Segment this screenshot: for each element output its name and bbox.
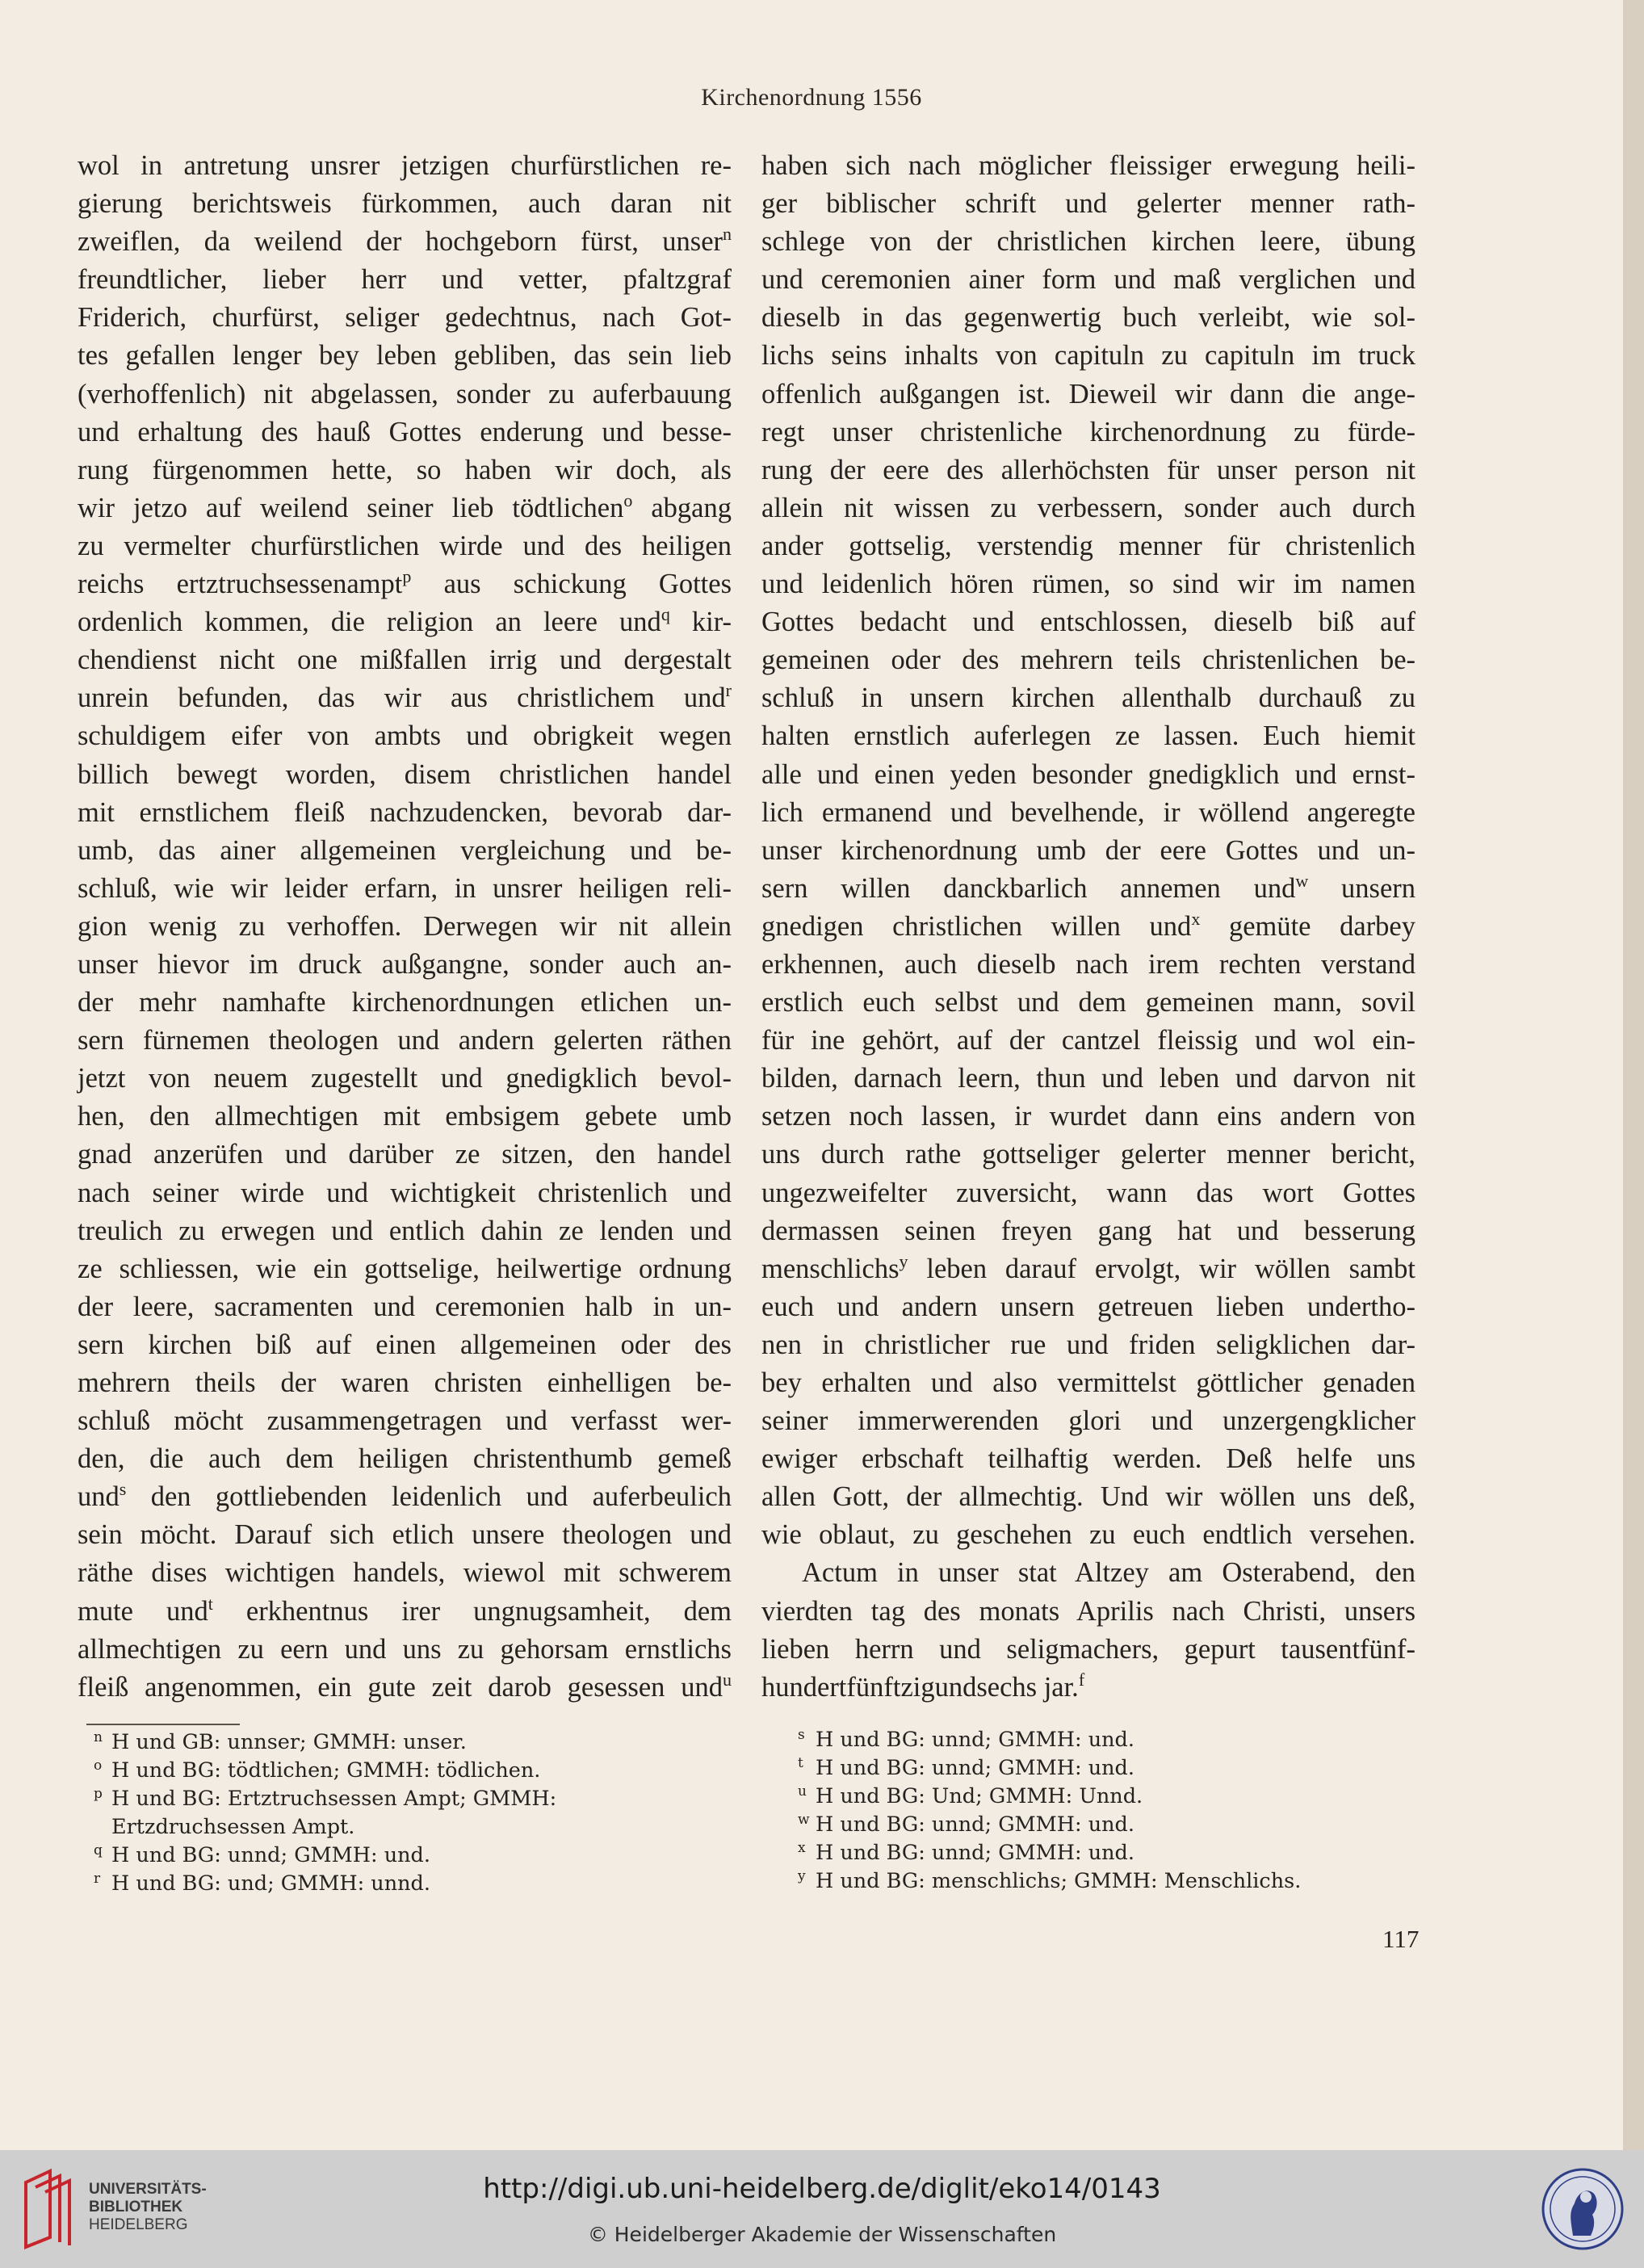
footnote-mark: o (94, 1758, 103, 1774)
text-line-content: lich ermanend und bevelhende, ir wöllend angeregte (761, 796, 1415, 828)
text-line-content: gnedigen christlichen willen und (761, 910, 1192, 942)
text-line (78, 1364, 732, 1402)
text-line (78, 908, 732, 946)
footnote-marker: p (402, 566, 412, 587)
text-line-content: ander gottselig, verstendig menner für christenlich (761, 530, 1415, 561)
text-line (761, 337, 1415, 375)
text-line (761, 603, 1415, 641)
text-line (761, 489, 1415, 527)
text-line (78, 1174, 732, 1212)
footnote-text: Ertzdruchsessen Ampt. (111, 1815, 355, 1839)
text-line-content: den, die auch dem heiligen christenthumb gemeß (78, 1443, 732, 1475)
text-line (761, 376, 1415, 414)
text-line-content: zweiflen, da weilend der hochgeborn fürst, unser (78, 226, 723, 258)
text-line (78, 1212, 732, 1250)
footnote (798, 1867, 1445, 1896)
text-line-content: nach seiner wirde und wichtigkeit christenlich und (78, 1177, 732, 1208)
text-line (78, 1516, 732, 1554)
text-line-content: uns durch rathe gottseliger gelerter menner bericht, (761, 1139, 1415, 1170)
footnote-text: H und BG: Und; GMMH: Unnd. (816, 1784, 1143, 1808)
text-line (78, 1669, 732, 1707)
text-line (78, 1593, 732, 1631)
text-line-content: nen in christlicher rue und friden seligklichen dar- (761, 1329, 1415, 1360)
text-line-content: freundtlicher, lieber herr und vetter, pfaltzgraf (78, 264, 732, 296)
text-line-content: sern kirchen biß auf einen allgemeinen oder des (78, 1329, 732, 1360)
footnote-marker: o (623, 489, 633, 510)
text-line-content: offenlich außgangen ist. Dieweil wir dann die ange- (761, 378, 1415, 410)
text-line (78, 717, 732, 755)
text-line-continuation: abgang (632, 492, 732, 523)
text-line (761, 946, 1415, 984)
footnote-marker: n (723, 224, 732, 245)
library-name-line1: UNIVERSITÄTS- (89, 2181, 207, 2198)
text-line (761, 147, 1415, 185)
text-line-content: hen, den allmechtigen mit embsigem gebete umb (78, 1101, 732, 1132)
viewer-footer (0, 2150, 1644, 2268)
text-line (761, 1669, 1415, 1707)
text-line-content: Gottes bedacht und entschlossen, dieselb biß auf (761, 607, 1415, 638)
text-line-content: wie oblaut, zu geschehen zu euch endtlich versehen. (761, 1519, 1415, 1551)
footnote-marker: w (1295, 870, 1309, 891)
text-line-continuation: erkhentnus irer ungnugsamheit, dem (212, 1595, 732, 1627)
text-line-content: gemeinen oder des mehrern teils christenlichen be- (761, 645, 1415, 676)
text-line-content: der leere, sacramenten und ceremonien halb in un- (78, 1291, 732, 1322)
library-name-line3: HEIDELBERG (89, 2216, 188, 2233)
text-line-content: sein möcht. Darauf sich etlich unsere theologen und (78, 1519, 732, 1551)
text-line (78, 603, 732, 641)
text-line-continuation: gemüte darbey (1200, 910, 1415, 942)
text-line (78, 1440, 732, 1478)
footnote-text: H und BG: unnd; GMMH: und. (816, 1812, 1134, 1837)
footnote (798, 1783, 1445, 1811)
text-line-content: regt unser christenliche kirchenordnung zu fürde- (761, 416, 1415, 447)
text-line (761, 1516, 1415, 1554)
text-line-content: rung der eere des allerhöchsten für unser person nit (761, 454, 1415, 485)
footnote-mark: u (798, 1783, 807, 1800)
footnote-text: H und BG: unnd; GMMH: und. (816, 1841, 1134, 1865)
footnote-marker: s (119, 1479, 127, 1500)
text-line (78, 641, 732, 679)
text-line-content: mehrern theils der waren christen einhelligen be- (78, 1367, 732, 1398)
footnote-text: H und BG: menschlichs; GMMH: Menschlichs. (816, 1869, 1302, 1893)
text-line (761, 1098, 1415, 1136)
text-line-content: mit ernstlichem fleiß nachzudencken, bevorab dar- (78, 796, 732, 828)
text-line-continuation: aus schickung Gottes (411, 569, 732, 600)
text-line (78, 261, 732, 299)
text-line (78, 147, 732, 185)
footnote (94, 1728, 741, 1757)
text-line-content: unrein befunden, das wir aus christlichem und (78, 682, 726, 714)
text-line (761, 1250, 1415, 1288)
text-line-content: schluß möcht zusammengetragen und verfasst wer- (78, 1405, 732, 1437)
text-line (78, 794, 732, 832)
text-line-content: gion wenig zu verhoffen. Derwegen wir nit allein (78, 910, 732, 942)
text-line (78, 527, 732, 565)
footnote-marker: y (899, 1250, 908, 1271)
text-line-content: erkhennen, auch dieselb nach irem rechten verstand (761, 948, 1415, 980)
text-line (761, 1593, 1415, 1631)
footnote (798, 1754, 1445, 1783)
text-line (78, 414, 732, 452)
text-line-content: haben sich nach möglicher fleissiger erwegung heili- (761, 150, 1415, 181)
text-line-content: Friderich, churfürst, seliger gedechtnus, nach Got- (78, 302, 732, 334)
text-line (761, 1478, 1415, 1516)
text-line-content: und (78, 1481, 120, 1513)
text-line (78, 1022, 732, 1060)
text-line (78, 299, 732, 337)
text-line (761, 1631, 1415, 1669)
text-line-content: räthe dises wichtigen handels, wiewol mit schwerem (78, 1557, 732, 1589)
text-line (761, 1364, 1415, 1402)
text-line (761, 1212, 1415, 1250)
text-line (78, 223, 732, 261)
text-line (761, 832, 1415, 870)
footnote (798, 1811, 1445, 1839)
text-line (78, 337, 732, 375)
text-line (78, 946, 732, 984)
text-line (78, 1631, 732, 1669)
library-name-line2: BIBLIOTHEK (89, 2199, 183, 2216)
footnotes-right (798, 1726, 1445, 1896)
text-line-content: vierdten tag des monats Aprilis nach Christi, unsers (761, 1595, 1415, 1627)
footnote-mark: x (798, 1840, 806, 1856)
footnote (94, 1842, 741, 1870)
text-line-content: mute und (78, 1595, 208, 1627)
text-line-content: wol in antretung unsrer jetzigen churfürstlichen re- (78, 150, 732, 181)
text-line (78, 565, 732, 603)
text-line-content: seiner immerwerenden glori und unzergengklicher (761, 1405, 1415, 1437)
text-line (761, 223, 1415, 261)
footnote (111, 1813, 741, 1842)
text-line-content: schlege von der christlichen kirchen leere, übung (761, 226, 1415, 258)
permalink-url[interactable]: http://digi.ub.uni-heidelberg.de/diglit/eko14/0143 (483, 2173, 1161, 2205)
text-line-content: euch und andern unsern getreuen lieben undertho- (761, 1291, 1415, 1322)
copyright-notice: © Heidelberger Akademie der Wissenschaften (587, 2223, 1057, 2246)
footnote-mark: r (94, 1871, 101, 1887)
footnote-rule (86, 1724, 240, 1725)
text-line-content: reichs ertztruchsessenampt (78, 569, 403, 600)
text-line (761, 717, 1415, 755)
text-line (78, 1554, 732, 1592)
text-line (78, 1288, 732, 1326)
text-line-content: für ine gehört, auf der cantzel fleissig und wol ein- (761, 1025, 1415, 1056)
text-line (78, 1402, 732, 1440)
text-line (761, 1326, 1415, 1364)
footnote-mark: n (94, 1729, 103, 1745)
text-line-content: schluß, wie wir leider erfarn, in unsrer heiligen reli- (78, 872, 732, 904)
footnote (94, 1870, 741, 1898)
text-line-content: Actum in unser stat Altzey am Osterabend, den (802, 1557, 1415, 1589)
text-line-content: und ceremonien ainer form und maß verglichen und (761, 264, 1415, 296)
footnote-text: H und BG: und; GMMH: unnd. (111, 1871, 430, 1896)
text-line-content: dermassen seinen freyen gang hat und besserung (761, 1215, 1415, 1246)
text-line (78, 1136, 732, 1174)
text-line (761, 299, 1415, 337)
text-line-content: treulich zu erwegen und entlich dahin ze lenden und (78, 1215, 732, 1246)
text-line-content: allmechtigen zu eern und uns zu gehorsam ernstlichs (78, 1633, 732, 1665)
text-line (78, 1326, 732, 1364)
text-line (761, 527, 1415, 565)
text-line (761, 1022, 1415, 1060)
text-line (78, 870, 732, 908)
text-line-content: bilden, darnach leern, thun und leben und darvon nit (761, 1063, 1415, 1094)
text-line (78, 1098, 732, 1136)
text-line (761, 641, 1415, 679)
text-line (761, 261, 1415, 299)
footnote-text: H und BG: tödtlichen; GMMH: tödlichen. (111, 1758, 541, 1783)
text-line (761, 794, 1415, 832)
footnote (94, 1757, 741, 1785)
text-line-content: allen Gott, der allmechtig. Und wir wöllen uns deß, (761, 1481, 1415, 1513)
left-text-column (78, 147, 732, 1707)
text-line (78, 489, 732, 527)
text-line-content: sern willen danckbarlich annemen und (761, 872, 1296, 904)
text-line-content: (verhoffenlich) nit abgelassen, sonder zu auferbauung (78, 378, 732, 410)
text-line-content: und leidenlich hören rümen, so sind wir im namen (761, 569, 1415, 600)
text-line (78, 832, 732, 870)
text-line (761, 1174, 1415, 1212)
footnote-text: H und BG: unnd; GMMH: und. (816, 1756, 1134, 1780)
footnote (94, 1785, 741, 1813)
text-line-content: schluß in unsern kirchen allenthalb durchauß zu (761, 682, 1415, 714)
text-line-content: jetzt von neuem zugestellt und gnedigklich bevol- (78, 1063, 732, 1094)
text-line (78, 984, 732, 1022)
text-line-content: alle und einen yeden besonder gnedigklich und ernst- (761, 758, 1415, 790)
footnote (798, 1726, 1445, 1754)
footnote-mark: q (94, 1842, 103, 1858)
text-line (78, 1478, 732, 1516)
text-line-content: billich bewegt worden, disem christlichen handel (78, 758, 732, 790)
text-line-content: der mehr namhafte kirchenordnungen etlichen un- (78, 987, 732, 1018)
text-line (761, 414, 1415, 452)
text-line-content: ordenlich kommen, die religion an leere und (78, 607, 661, 638)
text-line-content: ze schliessen, wie ein gottselige, heilwertige ordnung (78, 1253, 732, 1284)
text-line-content: tes gefallen lenger bey leben gebliben, das sein lieb (78, 340, 732, 372)
text-line (761, 870, 1415, 908)
footnote-marker: t (208, 1593, 213, 1614)
text-line (761, 1060, 1415, 1098)
text-line-content: lichs seins inhalts von capituln zu capituln im truck (761, 340, 1415, 372)
text-line (78, 756, 732, 794)
text-line-content: wir jetzo auf weilend seiner lieb tödtlichen (78, 492, 624, 523)
text-line (761, 185, 1415, 223)
text-line-content: rung fürgenommen hette, so haben wir doch, als (78, 454, 732, 485)
text-line-continuation: unsern (1308, 872, 1415, 904)
text-line (761, 756, 1415, 794)
text-line (761, 565, 1415, 603)
footnote-marker: f (1078, 1669, 1085, 1690)
footnotes-left (94, 1728, 741, 1898)
text-line-content: chendienst nicht one mißfallen irrig und dergestalt (78, 645, 732, 676)
text-line (78, 376, 732, 414)
footnote-mark: y (798, 1868, 806, 1884)
text-line-content: ger biblischer schrift und gelerter menner rath- (761, 188, 1415, 220)
text-line-content: ungezweifelter zuversicht, wann das wort Gottes (761, 1177, 1415, 1208)
text-line (78, 452, 732, 489)
text-line-content: setzen noch lassen, ir wurdet dann eins andern von (761, 1101, 1415, 1132)
text-line (78, 1060, 732, 1098)
footnote-mark: w (798, 1812, 810, 1828)
text-line-content: schuldigem eifer von ambts und obrigkeit wegen (78, 720, 732, 752)
footnote-marker: x (1191, 908, 1201, 929)
page-number: 117 (1382, 1925, 1420, 1953)
text-line-content: bey erhalten und also vermittelst göttlicher genaden (761, 1367, 1415, 1398)
text-line-continuation: den gottliebenden leidenlich und auferbeulich (126, 1481, 732, 1513)
text-line-content: ewiger erbschaft teilhaftig werden. Deß helfe uns (761, 1443, 1415, 1475)
text-line-content: lieben herrn und seligmachers, gepurt tausentfünf- (761, 1633, 1415, 1665)
footnote-mark: p (94, 1786, 103, 1802)
text-line (761, 1288, 1415, 1326)
text-line-content: gnad anzerüfen und darüber ze sitzen, den handel (78, 1139, 732, 1170)
footnote-marker: r (725, 680, 732, 701)
text-line (761, 452, 1415, 489)
text-line-continuation: kir- (669, 607, 732, 638)
text-line-content: dieselb in das gegenwertig buch verleibt, wie sol- (761, 302, 1415, 334)
text-line-content: hundertfünftzigundsechs jar. (761, 1671, 1079, 1703)
heidelberg-seal-icon[interactable] (1541, 2166, 1625, 2252)
text-line-content: fleiß angenommen, ein gute zeit darob gesessen und (78, 1671, 723, 1703)
text-line (761, 908, 1415, 946)
text-line-content: sern fürnemen theologen und andern gelerten räthen (78, 1025, 732, 1056)
footnote-text: H und GB: unnser; GMMH: unser. (111, 1730, 467, 1754)
text-line-content: erstlich euch selbst und dem gemeinen mann, sovil (761, 987, 1415, 1018)
text-line (761, 679, 1415, 717)
footnote-text: H und BG: unnd; GMMH: und. (816, 1728, 1134, 1752)
footnote-text: H und BG: Ertztruchsessen Ampt; GMMH: (111, 1787, 557, 1811)
right-text-column (761, 147, 1415, 1707)
text-line-content: zu vermelter churfürstlichen wirde und des heiligen (78, 530, 732, 561)
text-line (761, 1402, 1415, 1440)
text-line-content: unser hievor im druck außgangne, sonder auch an- (78, 948, 732, 980)
footnote-mark: s (798, 1727, 805, 1743)
text-line-content: umb, das ainer allgemeinen vergleichung und be- (78, 834, 732, 866)
text-line (761, 1136, 1415, 1174)
footnote-mark: t (798, 1755, 803, 1771)
running-title: Kirchenordnung 1556 (701, 84, 922, 111)
text-line (761, 1554, 1415, 1592)
text-line (78, 679, 732, 717)
footnote (798, 1839, 1445, 1867)
footnote-marker: u (723, 1669, 732, 1690)
text-line (761, 1440, 1415, 1478)
text-line-content: allein nit wissen zu verbessern, sonder auch durch (761, 492, 1415, 523)
text-line-content: menschlichs (761, 1253, 900, 1284)
text-line-content: und erhaltung des hauß Gottes enderung und besse- (78, 416, 732, 447)
text-line-content: halten ernstlich auferlegen ze lassen. Euch hiemit (761, 720, 1415, 752)
text-line (78, 185, 732, 223)
footnote-text: H und BG: unnd; GMMH: und. (111, 1843, 430, 1867)
text-line-content: gierung berichtsweis fürkommen, auch daran nit (78, 188, 732, 220)
footnote-marker: q (661, 604, 670, 625)
text-line-content: unser kirchenordnung umb der eere Gottes und un- (761, 834, 1415, 866)
text-line (761, 984, 1415, 1022)
text-line-continuation: leben darauf ervolgt, wir wöllen sambt (908, 1253, 1415, 1284)
text-line (78, 1250, 732, 1288)
